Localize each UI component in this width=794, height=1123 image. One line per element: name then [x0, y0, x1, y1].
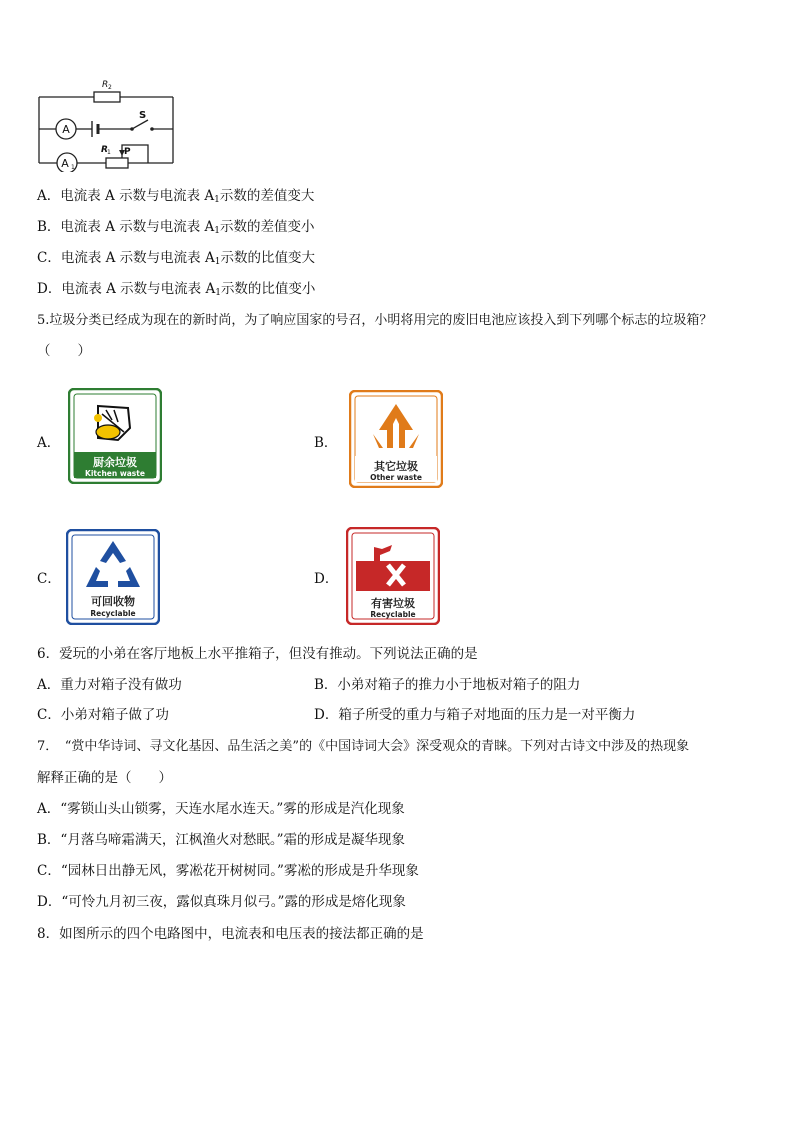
resistor-r2: [94, 92, 120, 102]
svg-text:其它垃圾: 其它垃圾: [374, 460, 418, 473]
hazardous-waste-sign[interactable]: [346, 527, 440, 625]
q6-option-c[interactable]: C．小弟对箱子做了功: [37, 707, 169, 723]
resistor-r1: [106, 158, 128, 168]
r1-sub: 1: [107, 149, 111, 156]
q7-option-d[interactable]: D．“可怜九月初三夜，露似真珠月似弓。”露的形成是熔化现象: [37, 894, 406, 910]
ammeter-a-label: A: [62, 123, 70, 136]
q4-option-a[interactable]: A．电流表 A 示数与电流表 $A_1$示数的差值变大: [37, 188, 315, 205]
q7-option-c[interactable]: C．“园林日出静无风，雾凇花开树树同。”雾凇的形成是升华现象: [37, 863, 419, 879]
other-waste-sign[interactable]: [349, 390, 443, 488]
r1-label: R: [101, 145, 108, 155]
ammeter-a1-sub: 1: [71, 164, 75, 171]
r2-sub: 2: [108, 84, 112, 91]
q7-stem-line2: 解释正确的是（ ）: [37, 770, 172, 786]
q8-stem: 8．如图所示的四个电路图中，电流表和电压表的接法都正确的是: [37, 926, 424, 942]
recyclable-sign[interactable]: [66, 529, 160, 625]
q4-option-c[interactable]: C．电流表 A 示数与电流表 $A_1$示数的比值变大: [37, 250, 315, 267]
q6-stem: 6．爱玩的小弟在客厅地板上水平推箱子，但没有推动。下列说法正确的是: [37, 646, 478, 662]
svg-text:Kitchen waste: Kitchen waste: [85, 469, 145, 478]
svg-text:厨余垃圾: 厨余垃圾: [93, 456, 137, 469]
svg-text:有害垃圾: 有害垃圾: [371, 597, 415, 610]
q5-option-c-letter: C．: [37, 571, 61, 587]
q7-option-b[interactable]: B．“月落乌啼霜满天，江枫渔火对愁眠。”霜的形成是凝华现象: [37, 832, 405, 848]
q7-stem-line1: 7． “赏中华诗词、寻文化基因、品生活之美”的《中国诗词大会》深受观众的青睐。下列对古诗文中涉及的热现象: [37, 739, 690, 754]
q5-option-d-letter: D．: [314, 571, 339, 587]
q6-option-a[interactable]: A．重力对箱子没有做功: [37, 677, 182, 693]
q5-option-b-letter: B．: [314, 435, 338, 451]
kitchen-waste-sign[interactable]: [68, 388, 162, 484]
q4-option-d[interactable]: D．电流表 A 示数与电流表 $A_1$示数的比值变小: [37, 281, 316, 298]
ammeter-a1-label: A: [61, 157, 69, 170]
svg-text:Recyclable: Recyclable: [370, 610, 416, 619]
switch-label: S: [139, 110, 147, 121]
q7-option-a[interactable]: A．“雾锁山头山锁雾，天连水尾水连天。”雾的形成是汽化现象: [37, 801, 405, 817]
svg-text:可回收物: 可回收物: [91, 595, 135, 608]
slider-label: P: [124, 147, 131, 157]
r2-label: R: [102, 80, 109, 90]
q5-option-a-letter: A．: [37, 435, 61, 451]
q6-option-b[interactable]: B．小弟对箱子的推力小于地板对箱子的阻力: [314, 677, 581, 693]
circuit-diagram: [34, 72, 179, 172]
svg-text:Other waste: Other waste: [370, 473, 422, 482]
q6-option-d[interactable]: D．箱子所受的重力与箱子对地面的压力是一对平衡力: [314, 707, 636, 723]
svg-text:Recyclable: Recyclable: [90, 609, 136, 618]
q4-option-b[interactable]: B．电流表 A 示数与电流表 $A_1$示数的差值变小: [37, 219, 315, 236]
q5-stem: 5.垃圾分类已经成为现在的新时尚，为了响应国家的号召，小明将用完的废旧电池应该投入到下列哪个标志的垃圾箱？: [37, 313, 713, 328]
q5-answer-paren: （ ）: [37, 343, 91, 359]
